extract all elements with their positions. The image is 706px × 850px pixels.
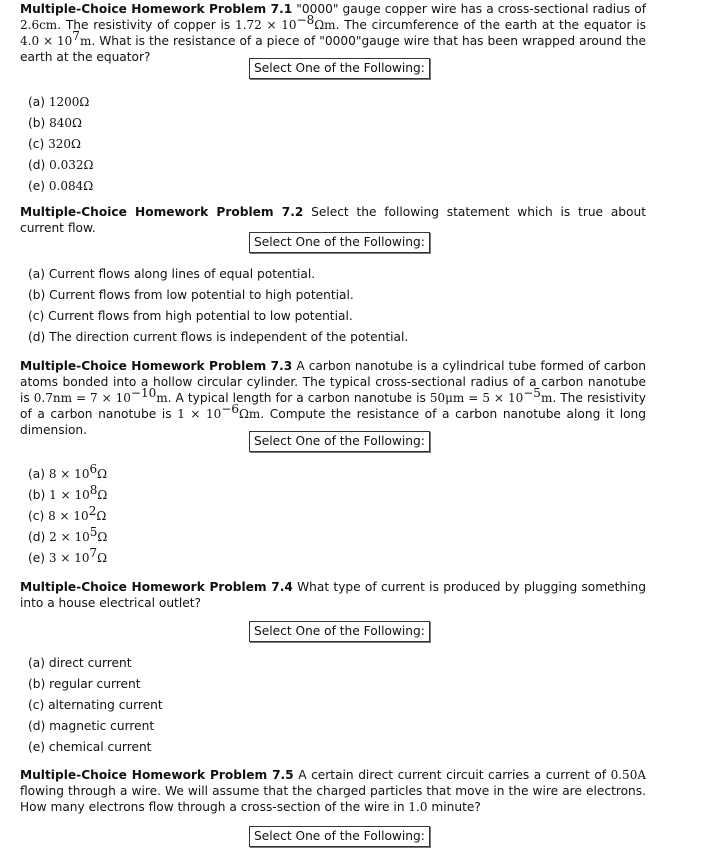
option-e[interactable]: (e) chemical current [28, 740, 152, 754]
select-answer-button[interactable]: Select One of the Following: [249, 431, 430, 452]
option-b[interactable]: (b) 840Ω [28, 116, 82, 130]
select-answer-button[interactable]: Select One of the Following: [249, 58, 430, 79]
option-a[interactable]: (a) direct current [28, 656, 132, 670]
option-e[interactable]: (e) 0.084Ω [28, 179, 94, 193]
problem-heading: Multiple-Choice Homework Problem 7.5 [20, 768, 294, 782]
problem-heading: Multiple-Choice Homework Problem 7.3 [20, 359, 293, 373]
option-d[interactable]: (d) magnetic current [28, 719, 155, 733]
problem-heading: Multiple-Choice Homework Problem 7.2 [20, 205, 304, 219]
problem-7-3: Multiple-Choice Homework Problem 7.3 A carbon nanotube is a cylindrical tube formed of carbon atoms bonded into a hollow circular cylinder. The typical cross-sectional radius of a carbon nanotube is $0.7nm = 7 \times 10^{-10}m$. A typical length for a carbon nanotube is $50\mu m = 5 \times 10^{-5}m$. The resistivity of a carbon nanotube is $1 \times 10^{-6}\Omega m$. Compute the resistance of a carbon nanotube along it long dimension. [20, 359, 647, 437]
option-a[interactable]: (a) Current flows along lines of equal potential. [28, 267, 316, 281]
problem-heading: Multiple-Choice Homework Problem 7.4 [20, 580, 293, 594]
problem-heading: Multiple-Choice Homework Problem 7.1 [20, 2, 293, 16]
option-e[interactable]: (e) $3 \times 10^7\Omega$ [28, 546, 108, 565]
option-a[interactable]: (a) 1200Ω [28, 95, 90, 109]
problem-7-2: Multiple-Choice Homework Problem 7.2 Select the following statement which is true about current flow. [20, 205, 646, 235]
option-d[interactable]: (d) 0.032Ω [28, 158, 94, 172]
select-answer-button[interactable]: Select One of the Following: [249, 826, 430, 847]
select-answer-button[interactable]: Select One of the Following: [249, 621, 430, 642]
option-b[interactable]: (b) Current flows from low potential to high potential. [28, 288, 354, 302]
option-b[interactable]: (b) $1 \times 10^8\Omega$ [28, 483, 108, 502]
option-b[interactable]: (b) regular current [28, 677, 141, 691]
option-d[interactable]: (d) $2 \times 10^5\Omega$ [28, 525, 108, 544]
problem-7-4: Multiple-Choice Homework Problem 7.4 What type of current is produced by plugging something into a house electrical outlet? [20, 580, 646, 610]
option-d[interactable]: (d) The direction current flows is independent of the potential. [28, 330, 409, 344]
option-c[interactable]: (c) alternating current [28, 698, 163, 712]
option-c[interactable]: (c) Current flows from high potential to low potential. [28, 309, 353, 323]
option-c[interactable]: (c) $8 \times 10^2\Omega$ [28, 504, 107, 523]
problem-7-5: Multiple-Choice Homework Problem 7.5 A certain direct current circuit carries a current of 0.50A flowing through a wire. We will assume that the charged particles that move in the wire are electrons. How many electrons flow through a cross-section of the wire in 1.0 minute? [20, 768, 646, 814]
option-c[interactable]: (c) 320Ω [28, 137, 81, 151]
select-answer-button[interactable]: Select One of the Following: [249, 232, 430, 253]
problem-7-1: Multiple-Choice Homework Problem 7.1 "0000" gauge copper wire has a cross-sectional radius of 2.6cm. The resistivity of copper is $1.72 \times 10^{-8}\Omega m$. The circumference of the earth at the equator is $4.0 \times 10^7m$. What is the resistance of a piece of "0000"gauge wire that has been wrapped around the earth at the equator? [20, 2, 646, 64]
option-a[interactable]: (a) $8 \times 10^6\Omega$ [28, 462, 108, 481]
